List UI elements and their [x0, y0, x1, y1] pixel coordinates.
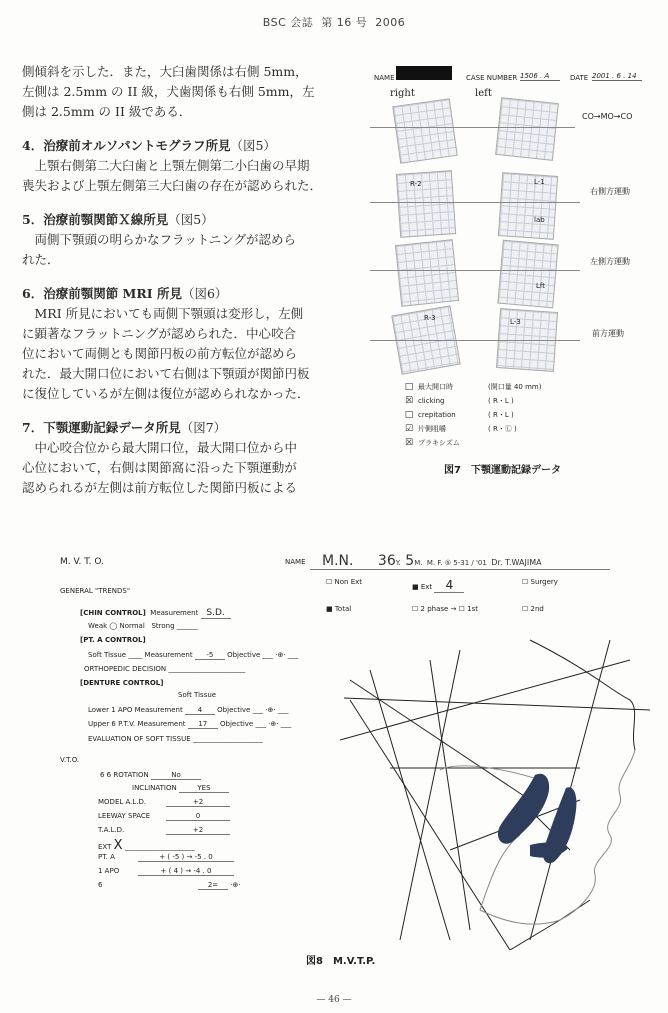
cephalometric-tracing	[330, 620, 660, 950]
section-7	[22, 418, 322, 498]
tracing-card-left-2	[498, 172, 558, 240]
patient-age: 36	[377, 553, 396, 569]
section-line: 喪失および上顎左側第三大臼歯の存在が認められた．	[22, 178, 323, 193]
date-label: DATE	[570, 74, 589, 82]
inclination-row: INCLINATION YES	[132, 784, 229, 793]
section-line: 上顎右側第二大臼歯と上顎左側第二小臼歯の早期	[34, 158, 310, 173]
section-heading: 7．下顎運動記録データ所見（図7）	[22, 420, 227, 435]
tracing-card-left-1	[495, 97, 559, 161]
denture-control: [DENTURE CONTROL]	[80, 679, 164, 687]
section-line: 認められるが左側は前方転位した関節円板による	[22, 480, 298, 495]
legend-row: ☑ 片側咀嚼 ( R・Ⓛ )	[404, 424, 517, 434]
tracing-line	[370, 670, 450, 940]
vto-label: V.T.O.	[60, 756, 80, 764]
fig7-name-label: NAME	[374, 74, 395, 82]
eval-soft-tissue: EVALUATION OF SOFT TISSUE ____________________	[88, 735, 263, 743]
tracing-line	[344, 698, 650, 710]
fig7-caption: 図7 下顎運動記録データ	[444, 465, 561, 476]
chin-strength: Weak ◯ Normal Strong ______	[88, 622, 198, 630]
right-label: right	[390, 88, 415, 99]
ext-option: ■ Ext 4	[412, 578, 464, 593]
card-label: R-3	[424, 314, 436, 322]
legend-row: ☒ ブラキシズム	[404, 438, 460, 448]
ortho-decision: ORTHOPEDIC DECISION ______________________	[84, 665, 246, 673]
tald-row: T.A.L.D. +2	[98, 826, 230, 835]
legend-row: □ crepitation ( R・L )	[404, 410, 514, 420]
date-value: 2001 . 6 . 14	[592, 72, 642, 81]
section-line: れた．	[22, 252, 60, 267]
card-label: lab	[534, 216, 545, 224]
leeway-row: LEEWAY SPACE 0	[98, 812, 230, 821]
second-option: ☐ 2nd	[522, 605, 544, 613]
row-label-right-lateral: 右側方運動	[590, 187, 630, 196]
page-number: — 46 —	[316, 995, 352, 1005]
tracing-card-right-3	[395, 239, 459, 307]
six-row: 6 2= ·⊕·	[98, 881, 241, 889]
card-label: R-2	[410, 180, 422, 188]
row-line	[370, 340, 580, 341]
section-line: れた．最大開口位において右側は下顎頭が関節円板	[22, 366, 310, 381]
tracing-line	[400, 650, 460, 940]
section-heading: 5．治療前顎関節Ｘ線所見（図5）	[22, 212, 214, 227]
doctor: Dr. T.WAJIMA	[491, 558, 542, 567]
patient-months: 5	[405, 553, 415, 569]
patient-name-line: M.N. 36Y. 5M. M. F. ⑤ 5-31 / '01 Dr. T.WAJIMA	[310, 553, 610, 570]
lower-apo: Lower 1 APO Measurement 4 Objective ___ ·⊕· ___	[88, 706, 289, 714]
total-option: ■ Total	[326, 605, 352, 613]
legend-row: □ 最大開口時 (開口量 40 mm)	[404, 382, 542, 392]
sex-date: M. F. ⑤ 5-31 / '01	[426, 559, 487, 567]
fig7-legend	[400, 380, 541, 450]
redaction-bar	[396, 66, 452, 80]
running-header	[0, 14, 668, 30]
intro-line: 側は 2.5mm の II 級である．	[22, 104, 192, 119]
two-phase-option: ☐ 2 phase → ☐ 1st	[412, 605, 479, 613]
section-heading: 6．治療前顎関節 MRI 所見（図6）	[22, 286, 228, 301]
case-number-value: 1506 . A	[520, 72, 560, 81]
row-label-protrusion: 前方運動	[592, 329, 624, 338]
card-label: L-3	[510, 318, 521, 326]
section-line: に顕著なフラットニングが認められた．中心咬合	[22, 326, 297, 341]
section-4	[22, 136, 322, 196]
fig8-caption: 図8 M.V.T.P.	[306, 956, 376, 967]
row-label-left-lateral: 左側方運動	[590, 257, 630, 266]
soft-tissue-label: Soft Tissue	[178, 691, 217, 699]
intro-line: 左側は 2.5mm の II 級，犬歯関係も右側 5mm，左	[22, 84, 315, 99]
intro-line: 側傾斜を示した．また，大臼歯関係は右側 5mm，	[22, 64, 308, 79]
card-label: Lft	[536, 282, 545, 290]
card-label: L-1	[534, 178, 545, 186]
tracing-line	[350, 680, 530, 800]
mvto-title: M. V. T. O.	[60, 557, 104, 567]
section-line: 中心咬合位から最大開口位，最大開口位から中	[34, 440, 298, 455]
section-line: 心位において，右側は関節窩に沿った下顎運動が	[22, 460, 297, 475]
chin-control: [CHIN CONTROL] Measurement S.D.	[80, 608, 231, 619]
apo-row: 1 APO + ( 4 ) → -4 . 0	[98, 867, 234, 876]
row-line	[370, 202, 580, 203]
mandible-outline	[480, 835, 520, 910]
tracing-card-right-2	[396, 170, 456, 238]
tracing-card-right-1	[392, 98, 458, 164]
non-ext-option: ☐ Non Ext	[326, 578, 363, 586]
issue-number: 第 16 号	[321, 16, 368, 29]
model-ald-row: MODEL A.L.D. +2	[98, 798, 230, 807]
upper-ptv: Upper 6 P.T.V. Measurement 17 Objective ___ ·⊕· ___	[88, 720, 292, 728]
pta-measure: Soft Tissue ____ Measurement -5 Objective ___ ·⊕· ___	[88, 651, 299, 659]
row-line	[370, 127, 575, 128]
row-line	[370, 270, 580, 271]
patient-name: M.N.	[322, 553, 354, 569]
section-heading: 4．治療前オルソパントモグラフ所見（図5）	[22, 138, 276, 153]
section-5	[22, 210, 322, 270]
soft-tissue-profile	[530, 640, 635, 750]
rotation-row: 6 6 ROTATION No	[100, 771, 201, 780]
ext-row: EXT X ____________________	[98, 838, 195, 853]
legend-row: ☒ clicking ( R・L )	[404, 396, 514, 406]
section-line: に復位しているが左側は復位が認められなかった．	[22, 386, 310, 401]
year: 2006	[375, 16, 406, 29]
name-label: NAME	[285, 558, 306, 566]
section-line: 両側下顎頭の明らかなフラットニングが認めら	[34, 232, 297, 247]
intro-paragraph	[22, 62, 322, 122]
figure-7	[370, 66, 660, 486]
tooth-shape	[530, 842, 568, 857]
pt-a-row: PT. A + ( -5 ) → -5 . 0	[98, 853, 234, 862]
surgery-option: ☐ Surgery	[522, 578, 558, 586]
left-column	[22, 62, 322, 498]
journal-name: BSC 会誌	[262, 16, 314, 29]
section-line: MRI 所見においても両側下顎頭は変形し，左側	[34, 306, 304, 321]
case-number-label: CASE NUMBER	[466, 74, 518, 82]
tracing-card-left-3	[497, 240, 558, 309]
section-line: 位において両側とも関節円板の前方転位が認めら	[22, 346, 298, 361]
general-trends: GENERAL "TRENDS"	[60, 587, 131, 595]
left-label: left	[475, 88, 492, 99]
row-label-co: CO→MO→CO	[582, 112, 633, 121]
section-6	[22, 284, 322, 404]
pta-control: [PT. A CONTROL]	[80, 636, 146, 644]
